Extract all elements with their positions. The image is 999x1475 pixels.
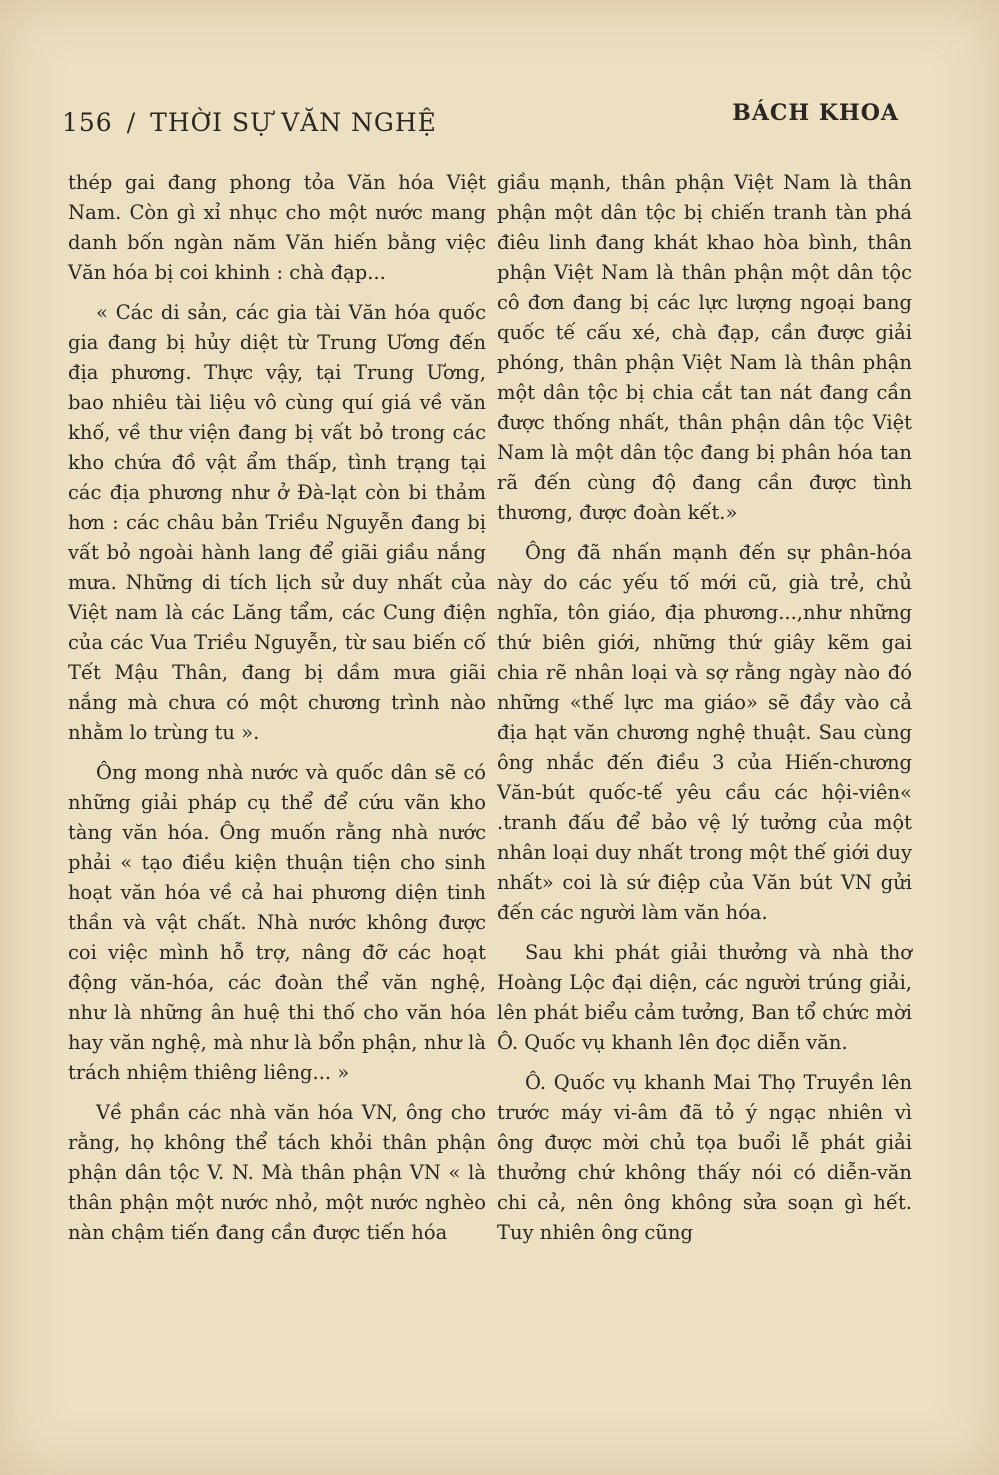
header-separator: /	[126, 108, 137, 137]
paragraph: Về phần các nhà văn hóa VN, ông cho rằng, họ không thể tách khỏi thân phận phận dân tộc V. N. Mà thân phận VN « là thân phận một nước nhỏ, một nước nghèo nàn chậm tiến đang cần được tiến hóa	[68, 1101, 486, 1244]
paragraph: Ông mong nhà nước và quốc dân sẽ có những giải pháp cụ thể để cứu vãn kho tàng văn hóa. Ông muốn rằng nhà nước phải « tạo điều kiện thuận tiện cho sinh hoạt văn hóa về cả hai phương diện tinh thần và vật chất. Nhà nước không được coi việc mình hỗ trợ, nâng đỡ các hoạt động văn-hóa, các đoàn thể văn nghệ, như là những ân huệ thi thố cho văn hóa hay văn nghệ, mà như là bổn phận, như là trách nhiệm thiêng liêng... »	[68, 761, 486, 1084]
section-title: THỜI SỰ VĂN NGHỆ	[150, 108, 437, 137]
paragraph: Ô. Quốc vụ khanh Mai Thọ Truyền lên trước máy vi-âm đã tỏ ý ngạc nhiên vì ông được mời chủ tọa buổi lễ phát giải thưởng chứ không thấy nói có diễn-văn chi cả, nên ông không sửa soạn gì hết. Tuy nhiên ông cũng	[497, 1071, 912, 1244]
paragraph: giầu mạnh, thân phận Việt Nam là thân phận một dân tộc bị chiến tranh tàn phá điêu linh đang khát khao hòa bình, thân phận Việt Nam là thân phận một dân tộc cô đơn đang bị các lực lượng ngoại bang quốc tế cấu xé, chà đạp, cần được giải phóng, thân phận Việt Nam là thân phận một dân tộc bị chia cắt tan nát đang cần được thống nhất, thân phận dân tộc Việt Nam là một dân tộc đang bị phân hóa tan rã đến cùng độ đang cần được tình thương, được đoàn kết.»	[497, 171, 912, 524]
paragraph: « Các di sản, các gia tài Văn hóa quốc gia đang bị hủy diệt từ Trung Ương đến địa phương. Thực vậy, tại Trung Ương, bao nhiêu tài liệu vô cùng quí giá về văn khố, về thư viện đang bị vất bỏ trong các kho chứa đồ vật ẩm thấp, tình trạng tại các địa phương như ở Đà-lạt còn bi thảm hơn : các châu bản Triều Nguyễn đang bị vất bỏ ngoài hành lang để giãi giầu nắng mưa. Những di tích lịch sử duy nhất của Việt nam là các Lăng tẩm, các Cung điện của các Vua Triều Nguyễn, từ sau biến cố Tết Mậu Thân, đang bị dầm mưa giãi nắng mà chưa có một chương trình nào nhằm lo trùng tu ».	[68, 301, 486, 744]
paragraph: Sau khi phát giải thưởng và nhà thơ Hoàng Lộc đại diện, các người trúng giải, lên phát biểu cảm tưởng, Ban tổ chức mời Ô. Quốc vụ khanh lên đọc diễn văn.	[497, 941, 912, 1054]
page-header	[62, 100, 899, 140]
paragraph: Ông đã nhấn mạnh đến sự phân-hóa này do các yếu tố mới cũ, già trẻ, chủ nghĩa, tôn giáo, địa phương...,như những thứ biên giới, những thứ giây kẽm gai chia rẽ nhân loại và sợ rằng ngày nào đó những «thế lực ma giáo» sẽ đầy vào cả địa hạt văn chương nghệ thuật. Sau cùng ông nhắc đến điều 3 của Hiến-chương Văn-bút quốc-tế yêu cầu các hội-viên« .tranh đấu để bảo vệ lý tưởng của một nhân loại duy nhất trong một thế giới duy nhất» coi là sứ điệp của Văn bút VN gửi đến các người làm văn hóa.	[497, 541, 912, 924]
running-head-left	[62, 108, 437, 137]
left-text-column	[68, 168, 486, 1258]
magazine-title: BÁCH KHOA	[732, 100, 899, 126]
right-text-column	[497, 168, 912, 1258]
paragraph: thép gai đang phong tỏa Văn hóa Việt Nam. Còn gì xỉ nhục cho một nước mang danh bốn ngàn năm Văn hiến bằng việc Văn hóa bị coi khinh : chà đạp...	[68, 171, 486, 284]
page-number: 156	[62, 108, 113, 137]
